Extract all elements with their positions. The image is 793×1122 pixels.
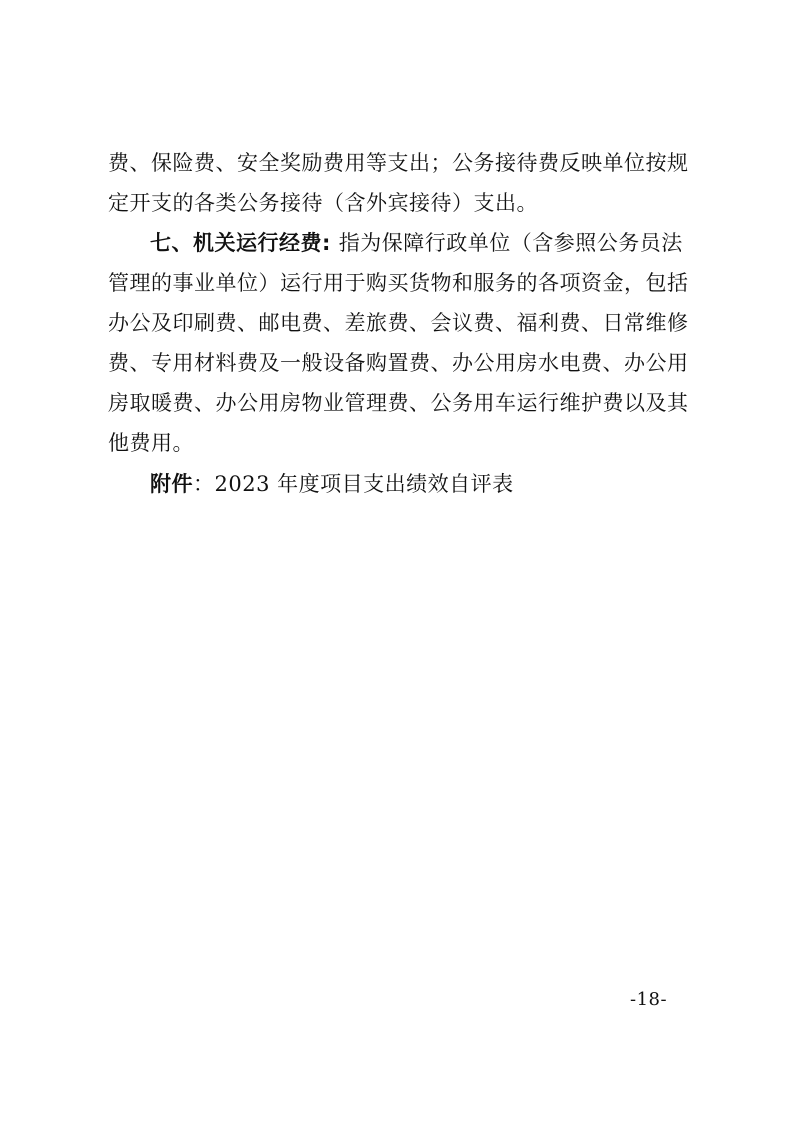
- heading-separator: :: [322, 231, 339, 255]
- section-heading: 七、机关运行经费: [150, 231, 322, 255]
- attachment-label: 附件: [150, 472, 193, 496]
- attachment-title: 2023 年度项目支出绩效自评表: [214, 472, 514, 496]
- paragraph-operating-expenses: [108, 223, 698, 463]
- page-number: -18-: [630, 989, 668, 1010]
- attachment-line: [150, 464, 514, 504]
- paragraph-text: 费、保险费、安全奖励费用等支出；公务接待费反映单位按规定开支的各类公务接待（含外宾接待）支出。: [108, 151, 689, 215]
- paragraph-text: 指为保障行政单位（含参照公务员法管理的事业单位）运行用于购买货物和服务的各项资金，包括办公及印刷费、邮电费、差旅费、会议费、福利费、日常维修费、专用材料费及一般设备购置费、办公用房水电费、办公用房取暖费、办公用房物业管理费、公务用车运行维护费以及其他费用。: [108, 231, 689, 455]
- attachment-separator: ：: [193, 472, 215, 496]
- paragraph-public-expenses: [108, 143, 698, 223]
